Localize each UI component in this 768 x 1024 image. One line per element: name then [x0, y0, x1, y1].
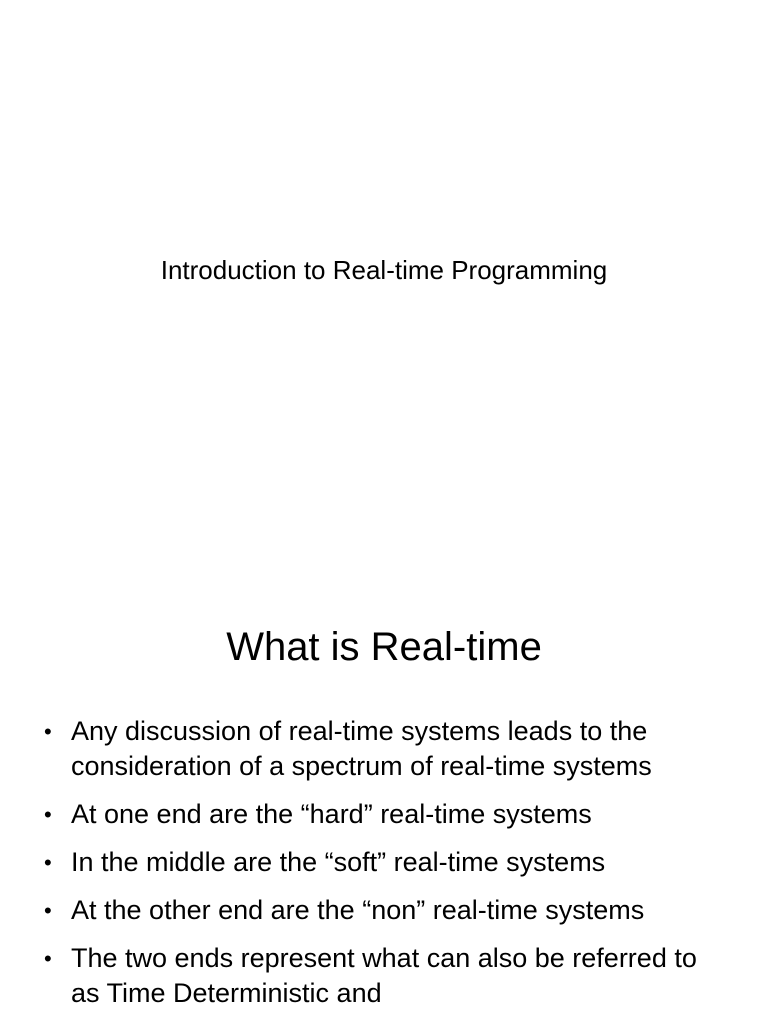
bullet-text: In the middle are the “soft” real-time systems [71, 847, 606, 877]
slide-2-heading: What is Real-time [226, 625, 542, 669]
list-item [44, 941, 731, 1011]
slide-2 [0, 576, 768, 1024]
bullet-icon: • [44, 850, 52, 875]
list-item [44, 893, 731, 928]
list-item [44, 714, 731, 784]
bullet-text: Any discussion of real-time systems leads to the consideration of a spectrum of real-time systems [71, 716, 652, 781]
bullet-text: At the other end are the “non” real-time systems [71, 895, 645, 925]
bullet-icon: • [44, 946, 52, 971]
list-item [44, 797, 731, 832]
slide-1-title: Introduction to Real-time Programming [160, 255, 608, 285]
bullet-icon: • [44, 719, 52, 744]
list-item [44, 845, 731, 880]
bullet-icon: • [44, 898, 52, 923]
bullet-text: The two ends represent what can also be referred to as Time Deterministic and [71, 943, 697, 1008]
bullet-list [44, 714, 744, 1024]
bullet-icon: • [44, 802, 52, 827]
bullet-text: At one end are the “hard” real-time systems [71, 799, 592, 829]
